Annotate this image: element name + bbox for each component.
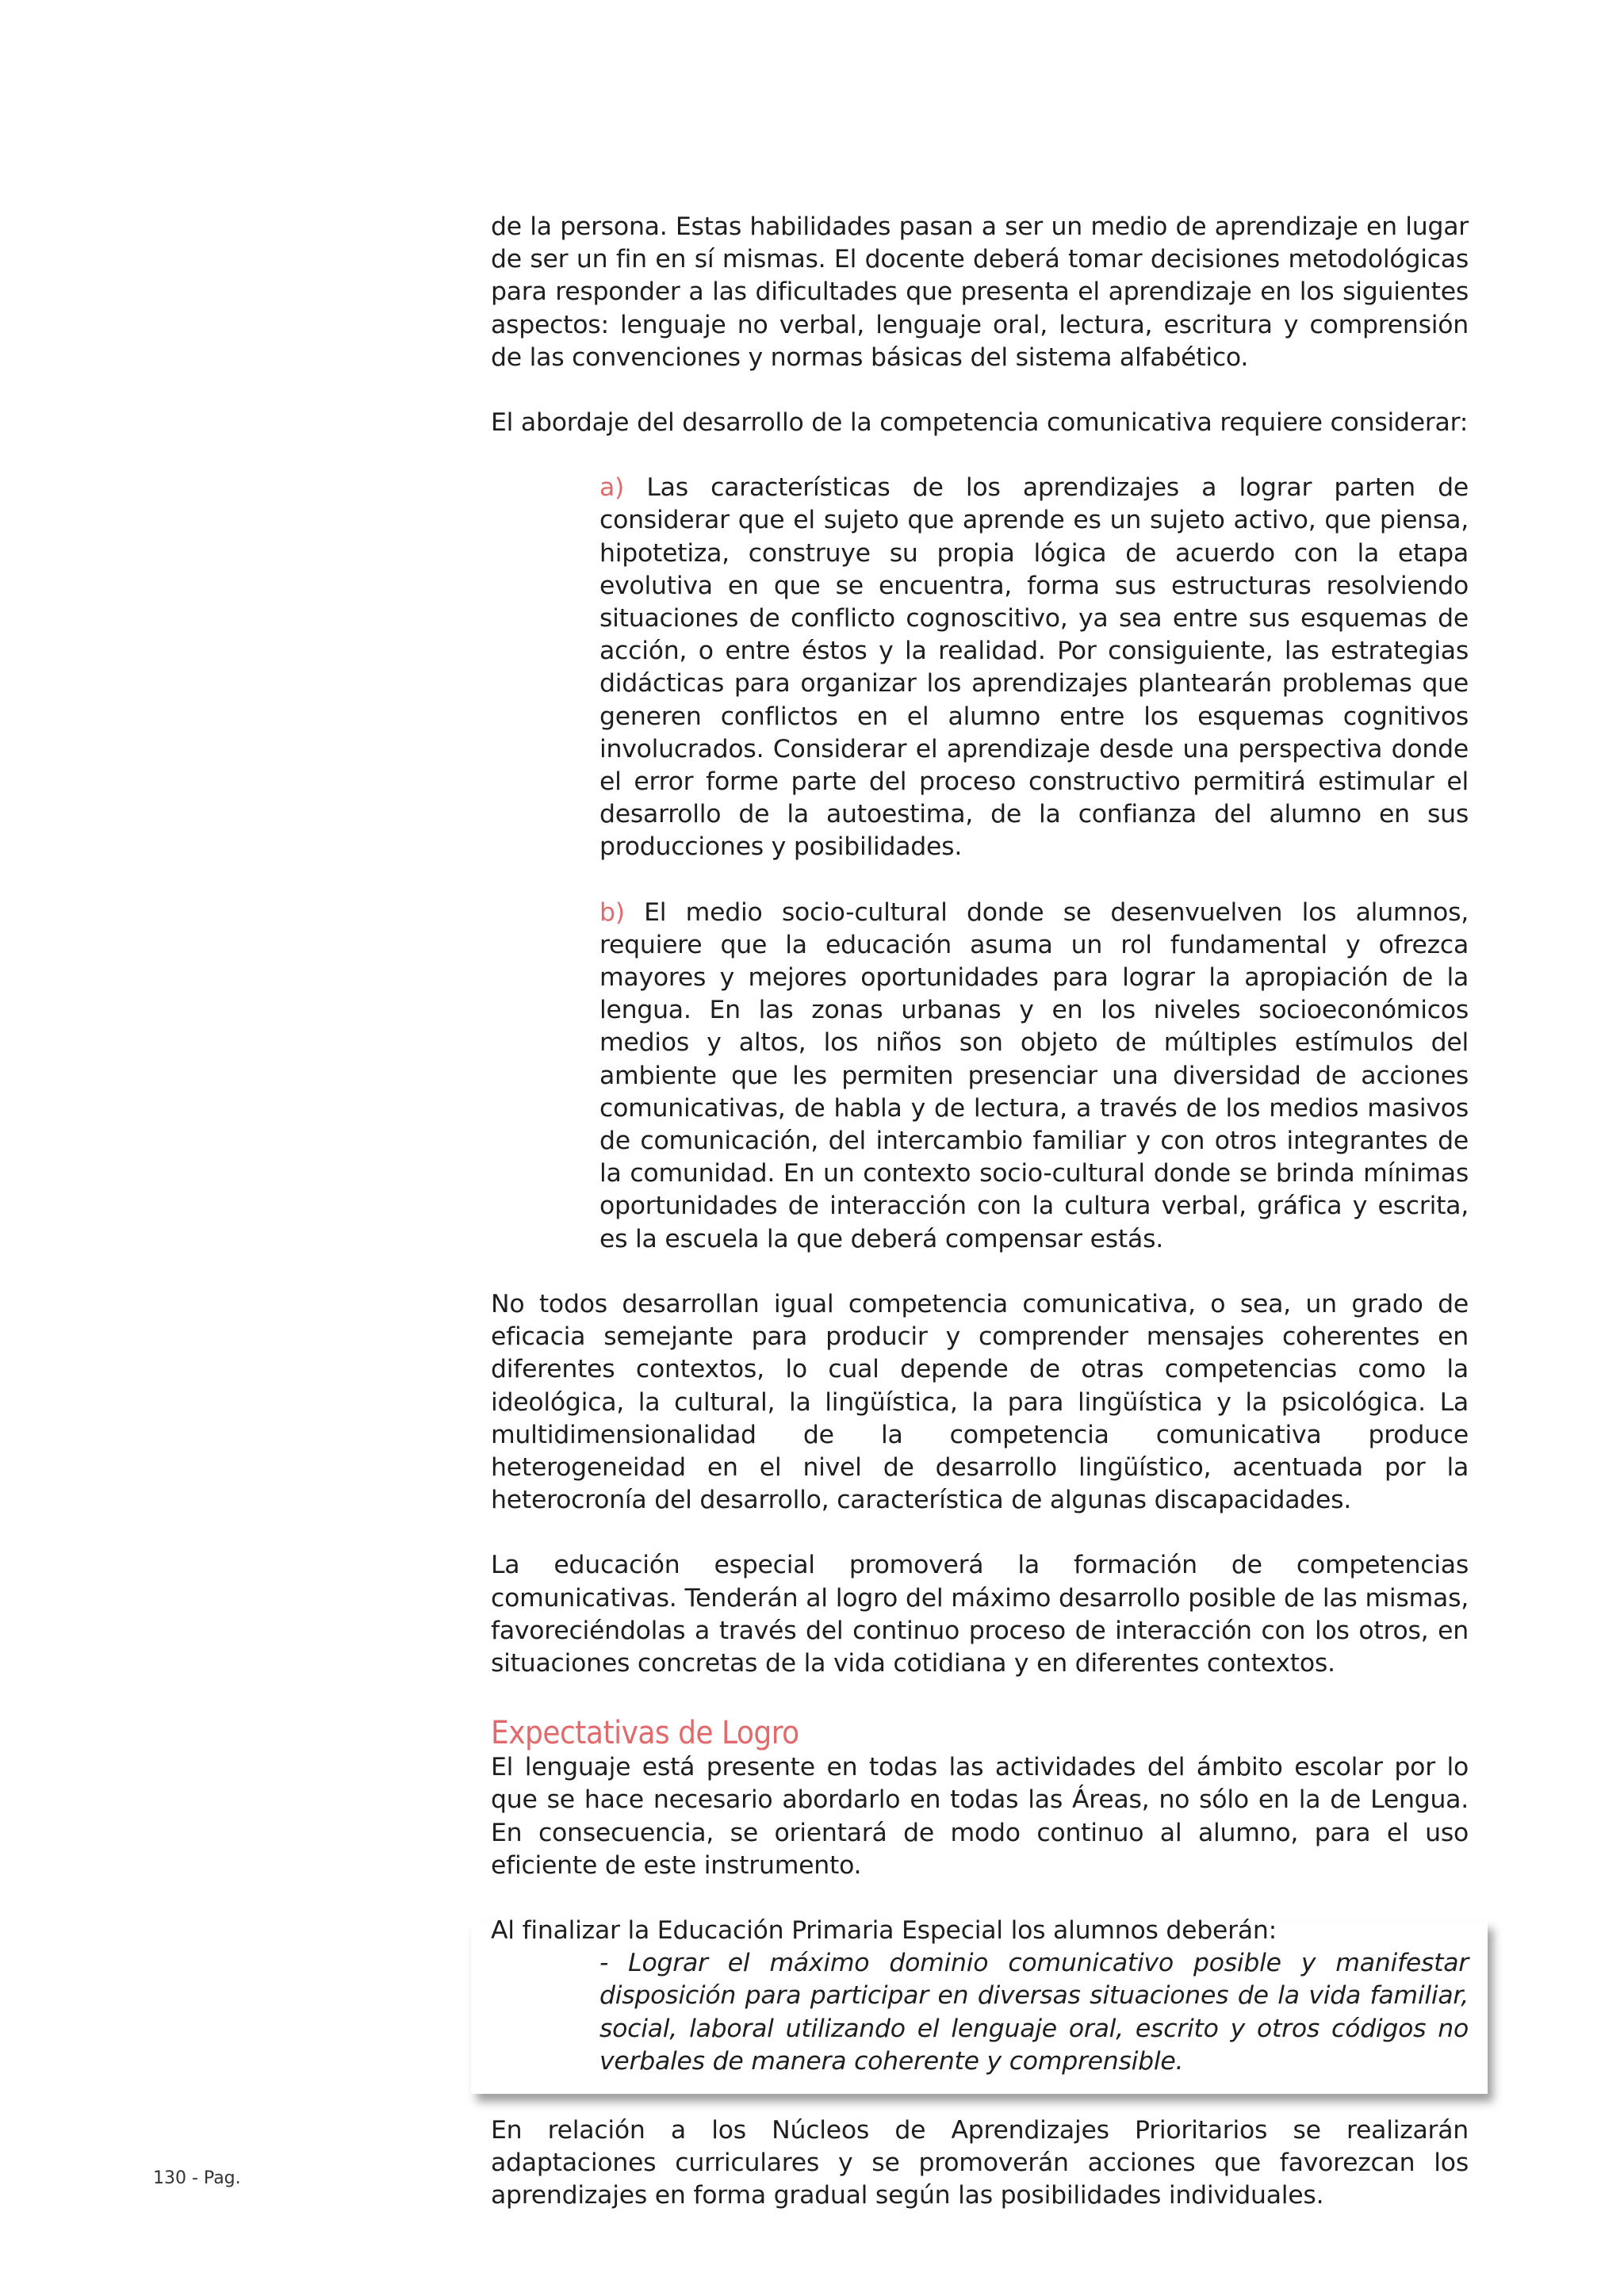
page-body — [491, 211, 1469, 2213]
list-item-a-text: Las características de los aprendizajes a lograr parten de considerar que el sujeto que aprende es un sujeto activo, que piensa, hipotetiza, construye su propia lógica de acuerdo con la etapa evolutiva en que se encuentra, forma sus estructuras resolviendo situaciones de conflicto cognoscitivo, ya sea entre sus esquemas de acción, o entre éstos y la realidad. Por consiguiente, las estrategias didácticas para organizar los aprendizajes plantearán problemas que generen conflictos en el alumno entre los esquemas cognitivos involucrados. Considerar el aprendizaje desde una perspectiva donde el error forme parte del proceso constructivo permitirá estimular el desarrollo de la autoestima, de la confianza del alumno en sus producciones y posibilidades. — [599, 473, 1469, 862]
paragraph-educacion-especial: La educación especial promoverá la formación de competencias comunicativas. Tenderán al logro del máximo desarrollo posible de las mismas, favoreciéndolas a través del continuo proceso de interacción con los otros, en situaciones concretas de la vida cotidiana y en diferentes contextos. — [491, 1551, 1469, 1678]
list-marker-b: b) — [599, 897, 625, 927]
callout-expectation-item: - Lograr el máximo dominio comunicativo posible y manifestar disposición para participar en diversas situaciones de la vida familiar, social, laboral utilizando el lenguaje oral, escrito y otros códigos no verbales de manera coherente y comprensible. — [599, 1949, 1469, 2076]
paragraph-nucleos: En relación a los Núcleos de Aprendizajes Prioritarios se realizarán adaptaciones curriculares y se promoverán acciones que favorezcan los aprendizajes en forma gradual según las posibilidades individuales. — [491, 2115, 1469, 2210]
expectations-callout — [491, 1915, 1469, 2078]
callout-intro: Al finalizar la Educación Primaria Especial los alumnos deberán: — [491, 1915, 1277, 1945]
page-number: 130 - Pag. — [153, 2168, 241, 2188]
paragraph-abordaje: El abordaje del desarrollo de la competencia comunicativa requiere considerar: — [491, 408, 1469, 438]
paragraph-competencia: No todos desarrollan igual competencia comunicativa, o sea, un grado de eficacia semejante para producir y comprender mensajes coherentes en diferentes contextos, lo cual depende de otras competencias como la ideológica, la cultural, la lingüística, la para lingüística y la psicológica. La multidimensionalidad de la competencia comunicativa produce heterogeneidad en el nivel de desarrollo lingüístico, acentuada por la heterocronía del desarrollo, característica de algunas discapacidades. — [491, 1289, 1469, 1515]
section-heading: Expectativas de Logro — [491, 1715, 799, 1752]
paragraph-lenguaje: El lenguaje está presente en todas las actividades del ámbito escolar por lo que se hace necesario abordarlo en todas las Áreas, no sólo en la de Lengua. En consecuencia, se orientará de modo continuo al alumno, para el uso eficiente de este instrumento. — [491, 1753, 1469, 1880]
list-item-b — [491, 897, 1469, 1256]
list-item-a — [491, 472, 1469, 863]
list-item-b-text: El medio socio-cultural donde se desenvuelven los alumnos, requiere que la educación asuma un rol fundamental y ofrezca mayores y mejores oportunidades para lograr la apropiación de la lengua. En las zonas urbanas y en los niveles socioeconómicos medios y altos, los niños son objeto de múltiples estímulos del ambiente que les permiten presenciar una diversidad de acciones comunicativas, de habla y de lectura, a través de los medios masivos de comunicación, del intercambio familiar y con otros integrantes de la comunidad. En un contexto socio-cultural donde se brinda mínimas oportunidades de interacción con la cultura verbal, gráfica y escrita, es la escuela la que deberá compensar estás. — [599, 897, 1469, 1253]
list-marker-a: a) — [599, 473, 625, 503]
paragraph-intro-continuation: de la persona. Estas habilidades pasan a ser un medio de aprendizaje en lugar de ser un fin en sí mismas. El docente deberá tomar decisiones metodológicas para responder a las dificultades que presenta el aprendizaje en los siguientes aspectos: lenguaje no verbal, lenguaje oral, lectura, escritura y comprensión de las convenciones y normas básicas del sistema alfabético. — [491, 212, 1469, 372]
